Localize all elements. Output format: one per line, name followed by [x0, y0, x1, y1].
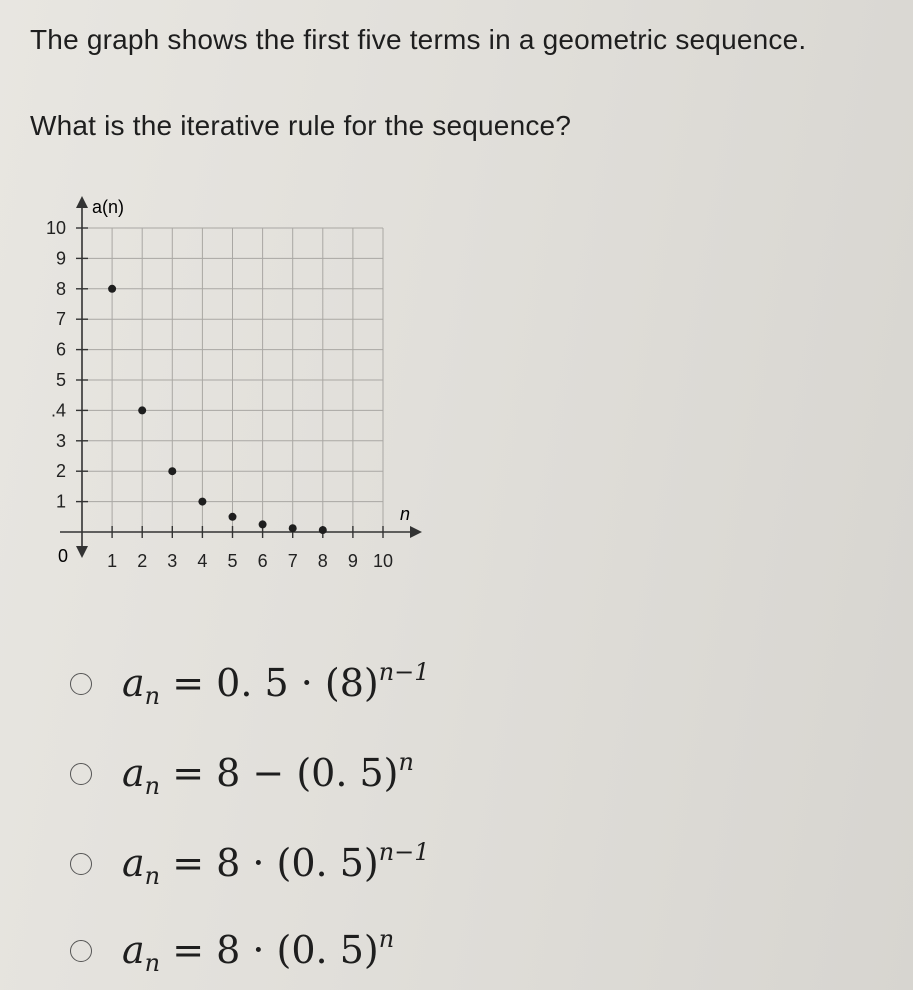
data-point [259, 520, 267, 528]
y-tick-label: .4 [50, 400, 66, 421]
data-point [229, 513, 237, 521]
x-tick-label: 8 [317, 551, 328, 571]
data-point [289, 524, 297, 532]
formula: $a_n = 8 \cdot (0$. 5)$^n$ [122, 925, 395, 977]
y-tick-label: 9 [55, 248, 66, 269]
y-axis-arrow [76, 196, 88, 208]
x-tick-label: 9 [347, 551, 358, 571]
y-tick-label: 2 [55, 461, 66, 482]
chart-ticks [46, 218, 393, 571]
answer-choice-1[interactable] [70, 658, 430, 710]
chart-axes [60, 196, 422, 558]
radio-button[interactable] [70, 673, 92, 695]
radio-button[interactable] [70, 763, 92, 785]
answer-choice-4[interactable] [70, 925, 394, 977]
formula: $a_n = 8 \cdot (0$. 5)$^{n-1}$ [122, 838, 430, 890]
origin-label: 0 [58, 546, 69, 566]
x-tick-label: 10 [372, 551, 394, 571]
y-tick-label: 7 [55, 309, 66, 330]
data-point [319, 526, 327, 534]
x-tick-label: 4 [197, 551, 208, 571]
formula: $a_n = 0$. $5 \cdot (8)^{n-1}$ [122, 658, 430, 710]
data-point [168, 467, 176, 475]
x-tick-label: 6 [257, 551, 268, 571]
x-axis-label: n [400, 504, 411, 524]
formula: $a_n = 8 - (0$. 5)$^n$ [122, 748, 414, 800]
y-axis-label: a(n) [92, 197, 125, 217]
y-tick-label: 3 [55, 430, 66, 451]
question-line-1: The graph shows the first five terms in a geometric sequence. [30, 24, 807, 55]
question-line-2: What is the iterative rule for the sequence? [30, 110, 572, 141]
data-point [138, 406, 146, 414]
data-point [198, 498, 206, 506]
y-tick-label: 1 [55, 491, 66, 512]
y-tick-label: 8 [55, 278, 66, 299]
answer-choice-3[interactable] [70, 838, 430, 890]
data-point [108, 285, 116, 293]
x-tick-label: 2 [137, 551, 148, 571]
x-tick-label: 5 [227, 551, 238, 571]
x-tick-label: 3 [167, 551, 178, 571]
y-tick-label: 5 [55, 370, 66, 390]
chart-points [108, 285, 327, 534]
radio-button[interactable] [70, 940, 92, 962]
x-axis-arrow [410, 526, 422, 538]
x-tick-label: 7 [287, 551, 298, 571]
y-tick-label: 6 [55, 339, 66, 360]
y-tick-label: 10 [45, 218, 66, 238]
radio-button[interactable] [70, 853, 92, 875]
x-tick-label: 1 [107, 551, 118, 571]
answer-choice-2[interactable] [70, 748, 414, 800]
chart-grid [82, 228, 383, 532]
y-axis-arrow-down [76, 546, 88, 558]
